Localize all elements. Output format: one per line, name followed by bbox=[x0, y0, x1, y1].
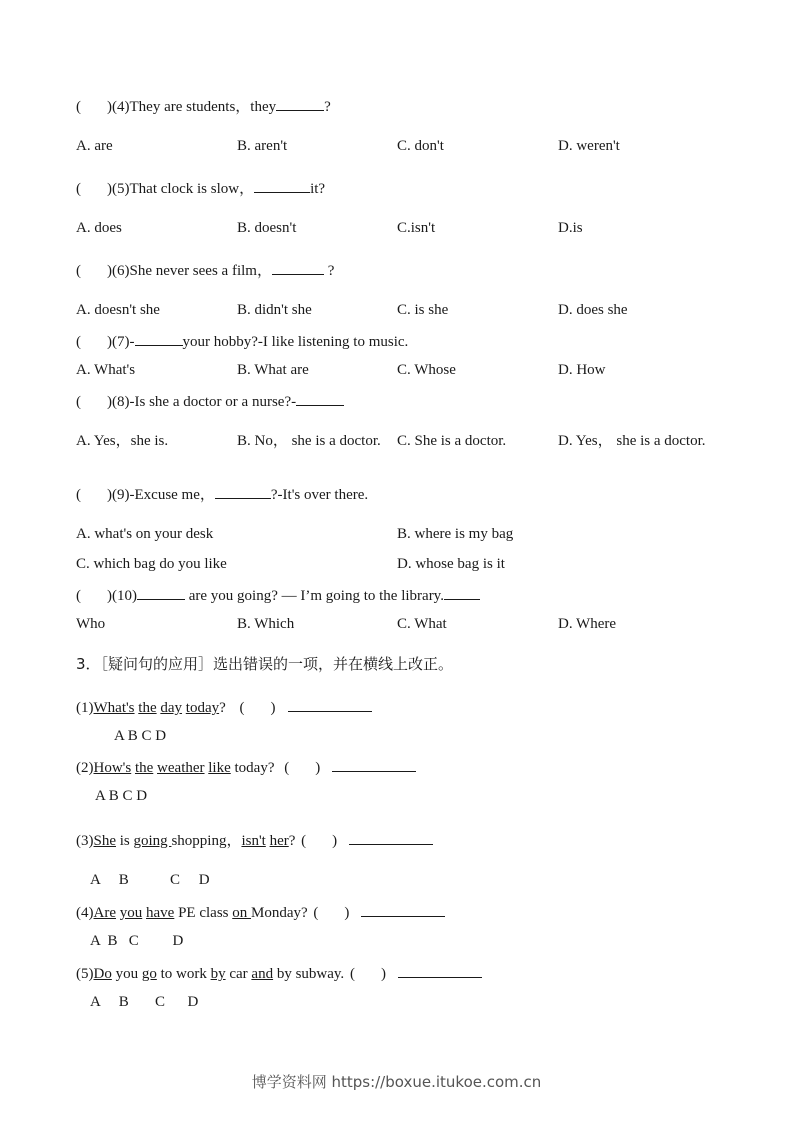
error-item-2 bbox=[76, 757, 416, 777]
answer-paren-open: ( bbox=[76, 394, 81, 410]
option-d: D.is bbox=[558, 220, 583, 236]
option-b: B. aren't bbox=[237, 138, 288, 154]
word-c: isn't bbox=[241, 833, 266, 849]
question-7 bbox=[76, 331, 408, 351]
option-b: B. where is my bag bbox=[397, 526, 514, 542]
word-c: day bbox=[160, 700, 183, 716]
word-a: Are bbox=[93, 905, 116, 921]
word-tail: by subway. bbox=[273, 966, 345, 982]
correction-blank[interactable] bbox=[288, 697, 372, 712]
option-d: D. Where bbox=[558, 616, 617, 632]
option-a: A. what's on your desk bbox=[76, 526, 214, 542]
question-number: (5) bbox=[112, 181, 130, 197]
question-end: ?-It's over there. bbox=[270, 487, 369, 503]
word-tail: car bbox=[225, 966, 252, 982]
word-d: today bbox=[185, 700, 220, 716]
answer-paren-close: ) bbox=[107, 487, 112, 503]
answer-paren-close: ) bbox=[107, 588, 112, 604]
answer-paren-close: ) bbox=[380, 966, 386, 982]
question-number: (9) bbox=[112, 487, 130, 503]
option-d: D. does she bbox=[558, 302, 628, 318]
letter-labels: A B C D bbox=[95, 788, 148, 804]
option-c: C. which bag do you like bbox=[76, 556, 227, 572]
word-a: What's bbox=[93, 700, 135, 716]
word-tail: is bbox=[116, 833, 134, 849]
option-d: D. Yes， she is a doctor. bbox=[558, 433, 706, 449]
option-b: B. What are bbox=[237, 362, 309, 378]
word-b: the bbox=[134, 760, 154, 776]
question-end: ? bbox=[324, 99, 331, 115]
question-end: it? bbox=[310, 181, 326, 197]
question-9 bbox=[76, 484, 368, 504]
letter-labels: A B C D bbox=[90, 933, 184, 949]
option-b: B. doesn't bbox=[237, 220, 297, 236]
letter-labels: A B C D bbox=[90, 994, 199, 1010]
word-tail: ? bbox=[219, 700, 226, 716]
option-a: A. are bbox=[76, 138, 113, 154]
question-number: (8) bbox=[112, 394, 130, 410]
option-d: D. whose bag is it bbox=[397, 556, 505, 572]
word-a: She bbox=[93, 833, 116, 849]
question-number: (4) bbox=[112, 99, 130, 115]
question-stem: - bbox=[129, 334, 135, 350]
option-d: D. weren't bbox=[558, 138, 620, 154]
question-10 bbox=[76, 585, 480, 605]
option-d: D. How bbox=[558, 362, 606, 378]
answer-paren-close: ) bbox=[107, 394, 112, 410]
question-number: (7) bbox=[112, 334, 130, 350]
answer-blank[interactable] bbox=[276, 96, 324, 111]
word-c: by bbox=[210, 966, 226, 982]
option-a: A. Yes，she is. bbox=[76, 433, 169, 449]
question-end: are you going? — I’m going to the library. bbox=[185, 588, 444, 604]
item-number: (3) bbox=[76, 833, 94, 849]
word-tail: shopping， bbox=[171, 833, 242, 849]
section-title: 3．［疑问句的应用］选出错误的一项，并在横线上改正。 bbox=[76, 655, 454, 673]
item-number: (1) bbox=[76, 700, 94, 716]
word-tail: today? bbox=[230, 760, 275, 776]
answer-paren-open: ( bbox=[76, 487, 81, 503]
footer-watermark: 博学资料网 https://boxue.itukoe.com.cn bbox=[251, 1073, 542, 1091]
correction-blank[interactable] bbox=[361, 902, 445, 917]
option-b: B. No， she is a doctor. bbox=[237, 433, 381, 449]
correction-blank[interactable] bbox=[332, 757, 416, 772]
question-stem: She never sees a film， bbox=[129, 263, 272, 279]
correction-blank[interactable] bbox=[398, 963, 482, 978]
answer-blank[interactable] bbox=[135, 331, 183, 346]
word-b: you bbox=[119, 905, 143, 921]
error-item-5 bbox=[76, 963, 482, 983]
item-number: (5) bbox=[76, 966, 94, 982]
answer-paren-close: ) bbox=[315, 760, 321, 776]
option-c: C. What bbox=[397, 616, 447, 632]
answer-paren-open: ( bbox=[76, 181, 81, 197]
word-a: Do bbox=[93, 966, 112, 982]
answer-paren-close: ) bbox=[344, 905, 350, 921]
correction-blank[interactable] bbox=[349, 830, 433, 845]
answer-blank[interactable] bbox=[296, 391, 344, 406]
question-6 bbox=[76, 260, 334, 280]
answer-blank-end[interactable] bbox=[444, 585, 480, 600]
letter-labels: A B C D bbox=[114, 728, 167, 744]
question-stem: They are students，they bbox=[129, 99, 277, 115]
option-c: C. is she bbox=[397, 302, 449, 318]
option-a: Who bbox=[76, 616, 106, 632]
answer-paren-close: ) bbox=[270, 700, 276, 716]
question-stem: -Excuse me， bbox=[129, 487, 215, 503]
word-tail: to work bbox=[156, 966, 211, 982]
answer-blank[interactable] bbox=[254, 178, 310, 193]
answer-paren-close: ) bbox=[107, 334, 112, 350]
word-d: on bbox=[232, 905, 251, 921]
word-d: her bbox=[269, 833, 289, 849]
answer-paren-close: ) bbox=[107, 99, 112, 115]
answer-paren-open: ( bbox=[76, 588, 81, 604]
option-b: B. Which bbox=[237, 616, 295, 632]
question-stem: That clock is slow， bbox=[129, 181, 255, 197]
word-tail: ? bbox=[288, 833, 296, 849]
question-stem: -Is she a doctor or a nurse?- bbox=[129, 394, 297, 410]
word-d: and bbox=[251, 966, 274, 982]
option-b: B. didn't she bbox=[237, 302, 312, 318]
word-tail: PE class bbox=[174, 905, 233, 921]
question-number: (10) bbox=[112, 588, 137, 604]
letter-labels: A B C D bbox=[90, 872, 210, 888]
answer-paren-open: ( bbox=[76, 263, 81, 279]
answer-paren-close: ) bbox=[107, 181, 112, 197]
item-number: (4) bbox=[76, 905, 94, 921]
option-a: A. does bbox=[76, 220, 122, 236]
answer-blank[interactable] bbox=[272, 260, 324, 275]
answer-paren-close: ) bbox=[107, 263, 112, 279]
error-item-3 bbox=[76, 830, 433, 850]
question-number: (6) bbox=[112, 263, 130, 279]
question-4 bbox=[76, 96, 331, 116]
option-a: A. doesn't she bbox=[76, 302, 160, 318]
word-tail: Monday? bbox=[251, 905, 308, 921]
word-d: like bbox=[208, 760, 231, 776]
answer-paren-open: ( bbox=[239, 700, 245, 716]
answer-blank[interactable] bbox=[137, 585, 185, 600]
question-end: your hobby?-I like listening to music. bbox=[182, 334, 409, 350]
answer-paren-open: ( bbox=[313, 905, 319, 921]
question-end: ? bbox=[327, 263, 335, 279]
option-a: A. What's bbox=[76, 362, 136, 378]
answer-paren-open: ( bbox=[76, 99, 81, 115]
word-tail: you bbox=[111, 966, 142, 982]
option-c: C. Whose bbox=[397, 362, 456, 378]
answer-blank[interactable] bbox=[215, 484, 271, 499]
answer-paren-open: ( bbox=[76, 334, 81, 350]
option-c: C. She is a doctor. bbox=[397, 433, 507, 449]
word-c: weather bbox=[157, 760, 205, 776]
answer-paren-open: ( bbox=[349, 966, 355, 982]
question-5 bbox=[76, 178, 325, 198]
error-item-1 bbox=[76, 697, 372, 717]
word-b: going bbox=[133, 833, 172, 849]
word-a: How's bbox=[93, 760, 132, 776]
word-c: have bbox=[146, 905, 175, 921]
error-item-4 bbox=[76, 902, 445, 922]
word-b: go bbox=[141, 966, 157, 982]
answer-paren-close: ) bbox=[332, 833, 338, 849]
question-8 bbox=[76, 391, 344, 411]
option-c: C. don't bbox=[397, 138, 444, 154]
answer-paren-open: ( bbox=[284, 760, 290, 776]
answer-paren-open: ( bbox=[301, 833, 307, 849]
item-number: (2) bbox=[76, 760, 94, 776]
option-c: C.isn't bbox=[397, 220, 436, 236]
word-b: the bbox=[138, 700, 157, 716]
